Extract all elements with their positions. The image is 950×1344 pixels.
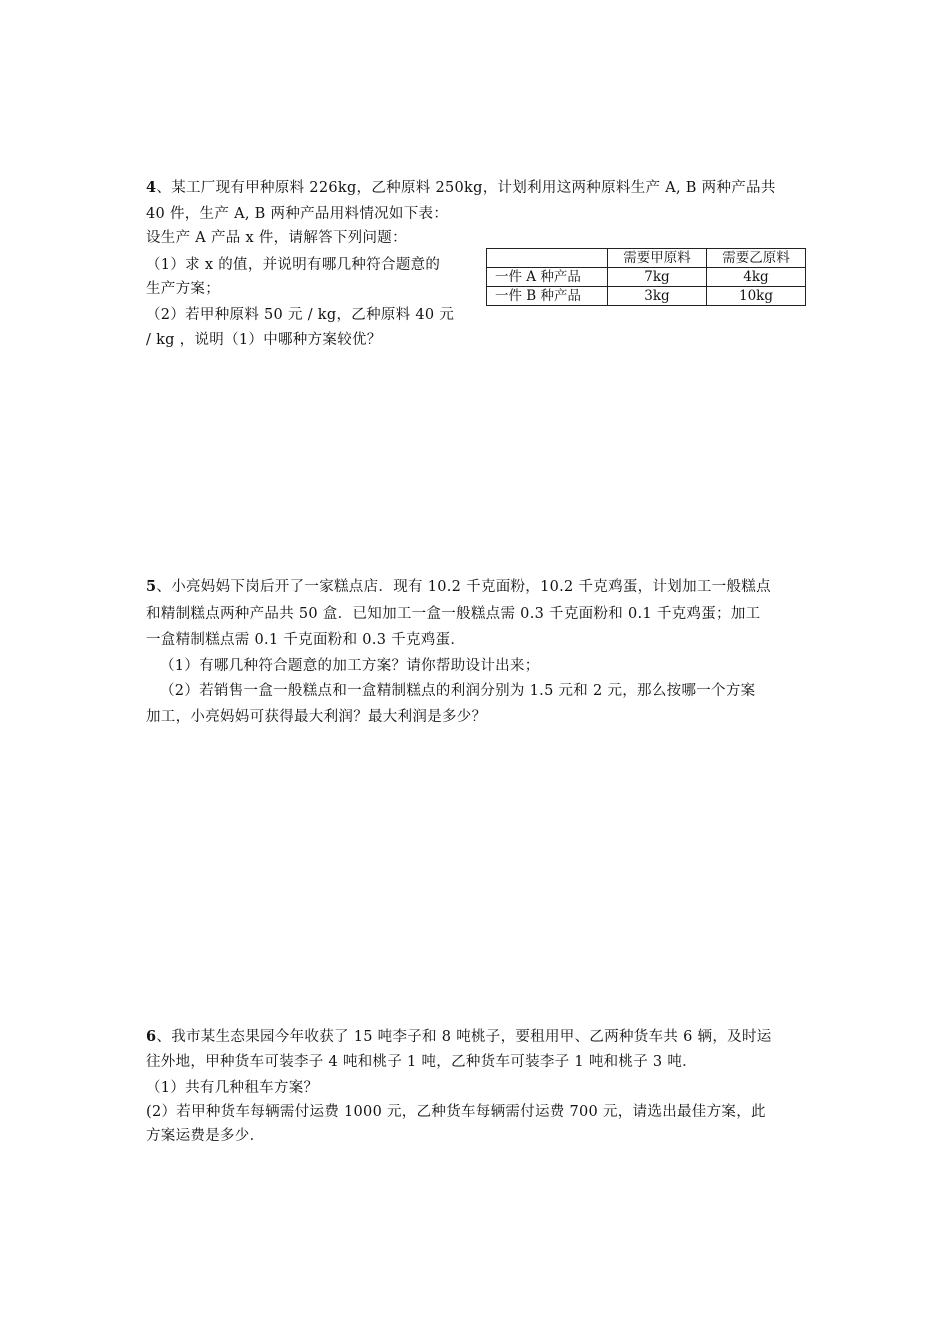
q4-line-7: / kg ，说明（1）中哪种方案较优？ [146, 332, 382, 348]
q6-line-3: （1）共有几种租车方案？ [146, 1080, 319, 1096]
table-corner-cell [487, 249, 608, 268]
q4-text-1: 、某工厂现有甲种原料 226kg，乙种原料 250kg，计划利用这两种原料生产 A, B 两种产品共 [156, 180, 776, 196]
q4-line-5: 生产方案； [146, 281, 220, 297]
table-header-row [487, 249, 806, 268]
table-cell: 7kg [608, 268, 707, 287]
q6-text-1: 、我市某生态果园今年收获了 15 吨李子和 8 吨桃子，要租用甲、乙两种货车共 6 辆，及时运 [156, 1029, 772, 1045]
q4-line-4: （1）求 x 的值，并说明有哪几种符合题意的 [146, 257, 441, 273]
table-row [487, 287, 806, 306]
table-header-cell: 需要甲原料 [608, 249, 707, 268]
q6-line-2: 往外地，甲种货车可装李子 4 吨和桃子 1 吨，乙种货车可装李子 1 吨和桃子 3 吨． [146, 1054, 697, 1070]
q5-line-2: 和精制糕点两种产品共 50 盒．已知加工一盒一般糕点需 0.3 千克面粉和 0.1 千克鸡蛋；加工 [146, 606, 761, 622]
q6-line-1 [146, 1025, 772, 1046]
q5-number: 5 [146, 578, 157, 595]
q5-line-5: （2）若销售一盒一般糕点和一盒精制糕点的利润分别为 1.5 元和 2 元，那么按哪一个方案 [160, 683, 756, 699]
q4-number: 4 [146, 179, 157, 196]
q4-line-2: 40 件，生产 A, B 两种产品用料情况如下表： [146, 206, 449, 222]
q4-line-3: 设生产 A 产品 x 件，请解答下列问题： [146, 230, 407, 246]
q5-line-4: （1）有哪几种符合题意的加工方案？请你帮助设计出来； [160, 658, 540, 674]
materials-table [486, 248, 806, 306]
q4-line-1 [146, 176, 776, 197]
table-cell: 3kg [608, 287, 707, 306]
table-row [487, 268, 806, 287]
q5-line-1 [146, 575, 771, 596]
table-row-label: 一件 B 种产品 [487, 287, 608, 306]
q5-line-3: 一盒精制糕点需 0.1 千克面粉和 0.3 千克鸡蛋． [146, 632, 466, 648]
q6-line-4: (2）若甲种货车每辆需付运费 1000 元，乙种货车每辆需付运费 700 元，请选出最佳方案，此 [146, 1104, 766, 1120]
table-row-label: 一件 A 种产品 [487, 268, 608, 287]
table-cell: 10kg [707, 287, 806, 306]
q6-number: 6 [146, 1028, 157, 1045]
q4-line-6: （2）若甲种原料 50 元 / kg，乙种原料 40 元 [146, 307, 455, 323]
q6-line-5: 方案运费是多少． [146, 1128, 265, 1144]
table-header-cell: 需要乙原料 [707, 249, 806, 268]
q5-text-1: 、小亮妈妈下岗后开了一家糕点店．现有 10.2 千克面粉，10.2 千克鸡蛋，计划加工一般糕点 [156, 579, 771, 595]
q5-line-6: 加工，小亮妈妈可获得最大利润？最大利润是多少？ [146, 709, 487, 725]
table-cell: 4kg [707, 268, 806, 287]
